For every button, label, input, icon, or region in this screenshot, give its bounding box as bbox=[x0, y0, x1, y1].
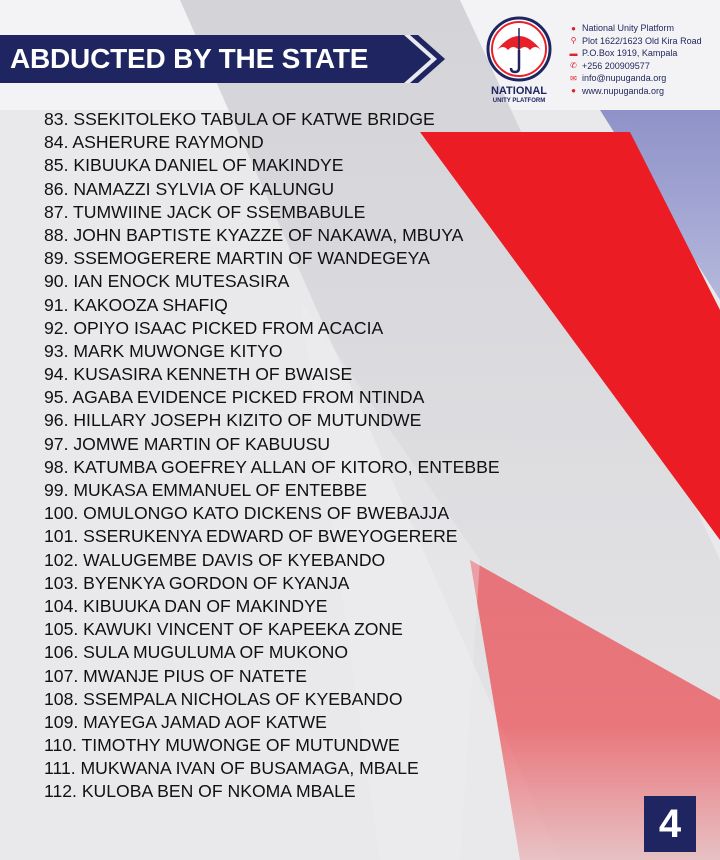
list-item: 90. IAN ENOCK MUTESASIRA bbox=[44, 271, 290, 292]
list-item: 103. BYENKYA GORDON OF KYANJA bbox=[44, 572, 350, 593]
list-item: 102. WALUGEMBE DAVIS OF KYEBANDO bbox=[44, 549, 386, 570]
list-item: 89. SSEMOGERERE MARTIN OF WANDEGEYA bbox=[44, 248, 430, 269]
list-item: 85. KIBUUKA DANIEL OF MAKINDYE bbox=[44, 155, 344, 176]
list-item: 110. TIMOTHY MUWONGE OF MUTUNDWE bbox=[44, 735, 400, 756]
list-item: 83. SSEKITOLEKO TABULA OF KATWE BRIDGE bbox=[44, 109, 435, 129]
logo-subname: UNITY PLATFORM bbox=[492, 98, 546, 104]
list-item: 105. KAWUKI VINCENT OF KAPEEKA ZONE bbox=[44, 619, 403, 640]
page-number-badge: 4 bbox=[644, 796, 696, 852]
list-item: 108. SSEMPALA NICHOLAS OF KYEBANDO bbox=[44, 688, 403, 709]
list-item: 109. MAYEGA JAMAD AOF KATWE bbox=[44, 711, 327, 732]
email-icon: ✉ bbox=[570, 73, 577, 83]
list-item: 84. ASHERURE RAYMOND bbox=[44, 132, 264, 153]
list-item: 97. JOMWE MARTIN OF KABUUSU bbox=[44, 433, 331, 454]
pin-icon: ⚲ bbox=[570, 36, 577, 46]
nup-logo bbox=[482, 14, 556, 104]
contact-org: ● National Unity Platform bbox=[568, 22, 718, 35]
list-item: 94. KUSASIRA KENNETH OF BWAISE bbox=[44, 364, 353, 385]
list-item: 111. MUKWANA IVAN OF BUSAMAGA, MBALE bbox=[44, 758, 419, 779]
logo-name: NATIONAL bbox=[490, 85, 547, 97]
list-item: 100. OMULONGO KATO DICKENS OF BWEBAJJA bbox=[44, 503, 450, 524]
list-item: 98. KATUMBA GOEFREY ALLAN OF KITORO, ENTEBBE bbox=[44, 456, 500, 477]
contact-address: ⚲ Plot 1622/1623 Old Kira Road bbox=[568, 35, 718, 48]
location-icon: ● bbox=[571, 23, 576, 33]
list-item: 87. TUMWIINE JACK OF SSEMBABULE bbox=[44, 201, 366, 222]
contact-website: ● www.nupuganda.org bbox=[568, 85, 718, 98]
mailbox-icon: ▬ bbox=[569, 48, 578, 58]
contact-email: ✉ info@nupuganda.org bbox=[568, 72, 718, 85]
list-item: 93. MARK MUWONGE KITYO bbox=[44, 340, 283, 361]
list-item: 95. AGABA EVIDENCE PICKED FROM NTINDA bbox=[44, 387, 425, 408]
contact-pobox: ▬ P.O.Box 1919, Kampala bbox=[569, 48, 678, 59]
page-title: ABDUCTED BY THE STATE bbox=[10, 43, 369, 74]
list-item: 99. MUKASA EMMANUEL OF ENTEBBE bbox=[44, 480, 367, 500]
list-item: 112. KULOBA BEN OF NKOMA MBALE bbox=[44, 781, 356, 802]
list-item: 96. HILLARY JOSEPH KIZITO OF MUTUNDWE bbox=[44, 410, 422, 431]
list-item: 106. SULA MUGULUMA OF MUKONO bbox=[44, 642, 349, 663]
list-item: 88. JOHN BAPTISTE KYAZZE OF NAKAWA, MBUYA bbox=[44, 224, 464, 245]
list-item: 107. MWANJE PIUS OF NATETE bbox=[44, 665, 307, 686]
contact-phone: ✆ +256 200909577 bbox=[568, 60, 718, 73]
abducted-list bbox=[44, 108, 500, 804]
web-icon: ● bbox=[571, 86, 576, 96]
contact-list bbox=[568, 22, 718, 97]
list-item: 101. SSERUKENYA EDWARD OF BWEYOGERERE bbox=[44, 526, 458, 547]
phone-icon: ✆ bbox=[570, 61, 577, 71]
list-item: 86. NAMAZZI SYLVIA OF KALUNGU bbox=[44, 178, 335, 199]
umbrella-logo-icon bbox=[482, 14, 556, 86]
list-item: 92. OPIYO ISAAC PICKED FROM ACACIA bbox=[44, 317, 384, 338]
list-item: 104. KIBUUKA DAN OF MAKINDYE bbox=[44, 595, 328, 616]
list-item: 91. KAKOOZA SHAFIQ bbox=[44, 294, 228, 315]
title-banner bbox=[0, 35, 445, 83]
